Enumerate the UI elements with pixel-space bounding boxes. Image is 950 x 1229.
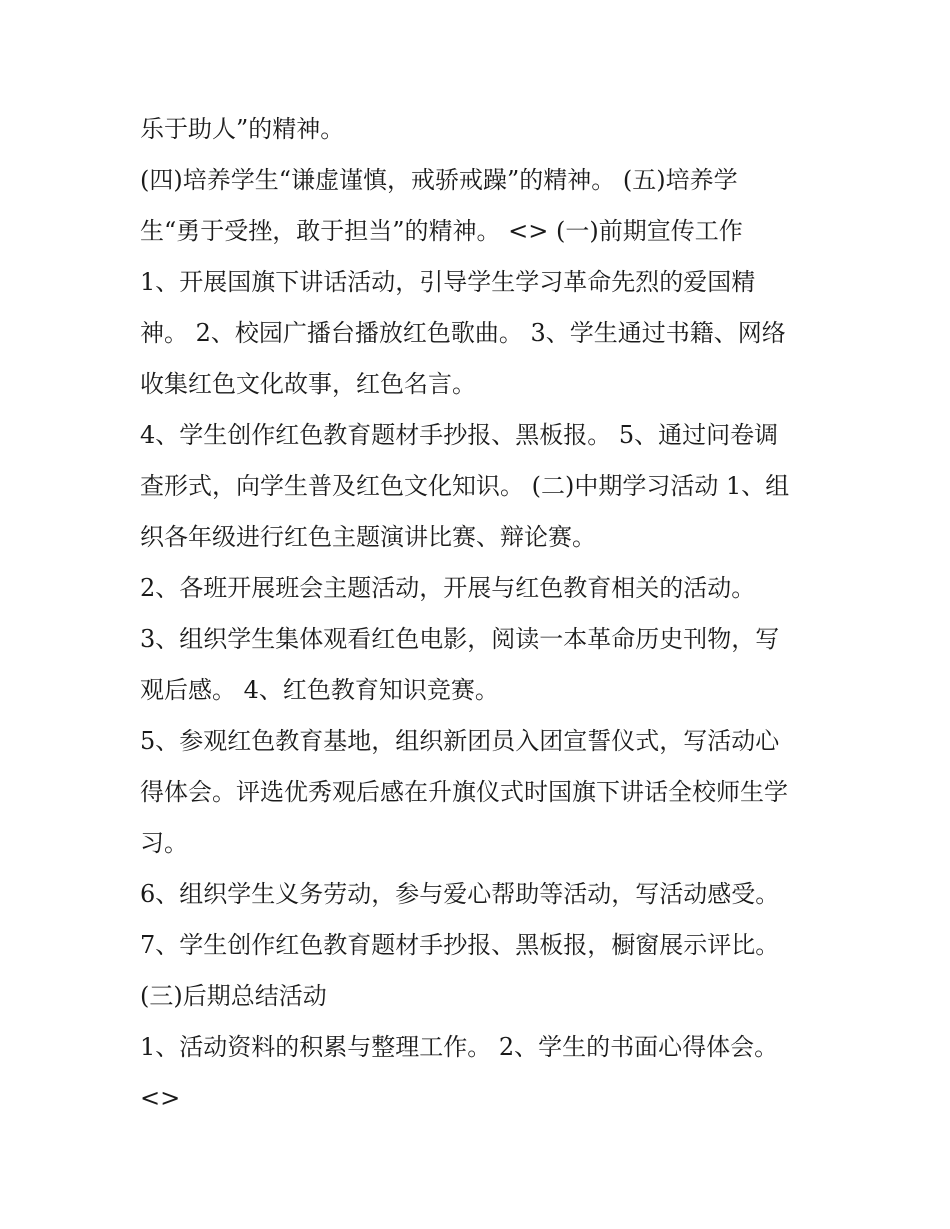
text-line: 查形式，向学生普及红色文化知识。 (二)中期学习活动 1、组 xyxy=(140,472,790,500)
text-line: 收集红色文化故事，红色名言。 xyxy=(140,370,476,398)
text-line: 1、活动资料的积累与整理工作。 2、学生的书面心得体会。 xyxy=(140,1033,779,1061)
text-line: (四)培养学生“谦虚谨慎，戒骄戒躁”的精神。 (五)培养学 xyxy=(140,166,738,194)
text-line: <> xyxy=(140,1084,181,1112)
text-line: 神。 2、校园广播台播放红色歌曲。 3、学生通过书籍、网络 xyxy=(140,319,786,347)
document-body xyxy=(140,104,830,1124)
text-line: 2、各班开展班会主题活动，开展与红色教育相关的活动。 xyxy=(140,574,756,602)
text-line: 6、组织学生义务劳动，参与爱心帮助等活动，写活动感受。 xyxy=(140,880,780,908)
text-line: 7、学生创作红色教育题材手抄报、黑板报，橱窗展示评比。 xyxy=(140,931,780,959)
text-line: 习。 xyxy=(140,829,188,857)
text-line: (三)后期总结活动 xyxy=(140,982,327,1010)
text-line: 生“勇于受挫，敢于担当”的精神。 <> (一)前期宣传工作 xyxy=(140,217,743,245)
text-line: 得体会。评选优秀观后感在升旗仪式时国旗下讲话全校师生学 xyxy=(140,778,788,806)
text-line: 5、参观红色教育基地，组织新团员入团宣誓仪式，写活动心 xyxy=(140,727,780,755)
text-line: 4、学生创作红色教育题材手抄报、黑板报。 5、通过问卷调 xyxy=(140,421,779,449)
text-line: 观后感。 4、红色教育知识竞赛。 xyxy=(140,676,499,704)
text-line: 1、开展国旗下讲话活动，引导学生学习革命先烈的爱国精 xyxy=(140,268,756,296)
text-line: 3、组织学生集体观看红色电影，阅读一本革命历史刊物，写 xyxy=(140,625,780,653)
text-line: 织各年级进行红色主题演讲比赛、辩论赛。 xyxy=(140,523,596,551)
text-line: 乐于助人”的精神。 xyxy=(140,115,345,143)
